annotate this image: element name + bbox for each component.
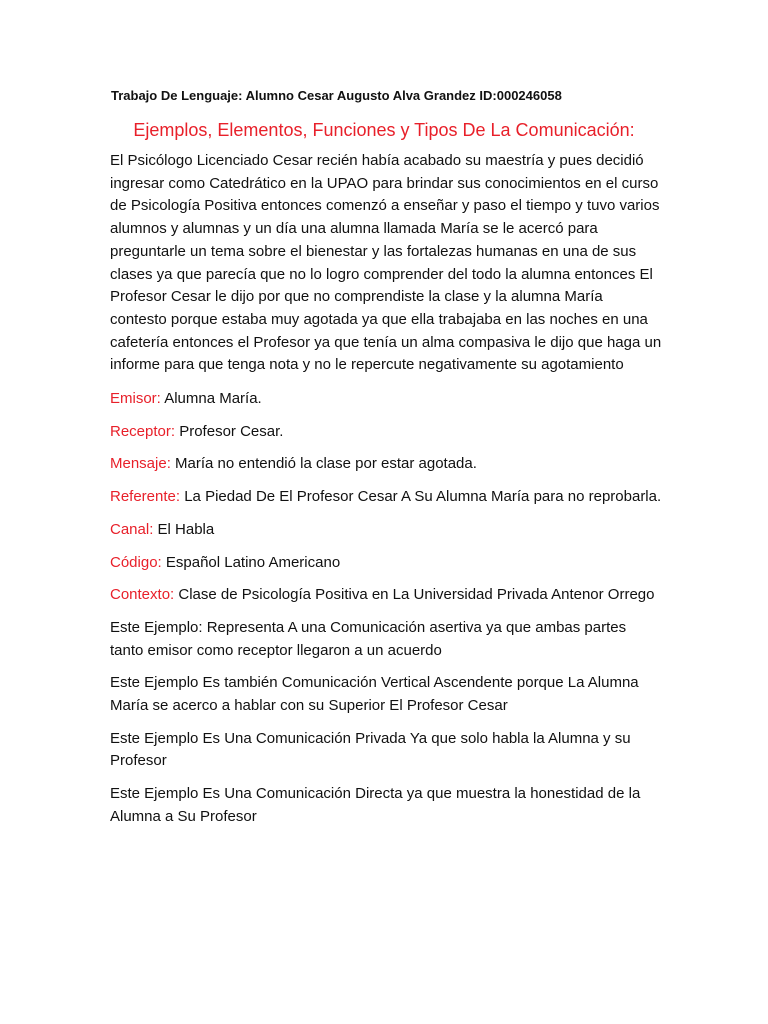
element-label: Código: [110, 553, 162, 571]
element-value: Alumna María. [164, 390, 262, 408]
element-label: Canal: [110, 520, 154, 538]
example-paragraph-directa: Este Ejemplo Es Una Comunicación Directa ya que muestra la honestidad de la Alumna a Su Profesor [110, 785, 641, 825]
element-canal [110, 519, 662, 542]
example-paragraph-vertical: Este Ejemplo Es también Comunicación Vertical Ascendente porque La Alumna María se acerco a hablar con su Superior El Profesor Cesar [110, 674, 639, 715]
element-label: Contexto: [110, 586, 175, 604]
element-value: Profesor Cesar. [179, 422, 284, 440]
element-label: Emisor: [110, 390, 161, 408]
element-value: María no entendió la clase por estar agotada. [175, 455, 477, 473]
intro-paragraph: El Psicólogo Licenciado Cesar recién había acabado su maestría y pues decidió ingresar como Catedrático en la UPAO para brindar sus conocimientos en el curso de Psicología Positiva entonces comenzó a enseñar y paso el tiempo y tuvo varios alumnos y alumnas y un día una alumna llamada María se le acercó para preguntarle un tema sobre el bienestar y las fortalezas humanas en una de sus clases ya que parecía que no lo logro comprender del todo la alumna entonces El Profesor Cesar le dijo por que no comprendiste la clase y la alumna María contesto porque estaba muy agotada ya que ella trabajaba en las noches en una cafetería entonces el Profesor ya que tenía un alma compasiva le dijo que haga un informe para que tenga nota y no le repercute negativamente su agotamiento [110, 152, 662, 374]
element-value: Español Latino Americano [165, 553, 341, 571]
element-value: Clase de Psicología Positiva en La Universidad Privada Antenor Orrego [178, 586, 655, 604]
document-body [110, 150, 662, 839]
element-label: Mensaje: [110, 455, 171, 473]
element-referente [110, 486, 662, 509]
element-label: Receptor: [110, 422, 176, 440]
element-receptor [110, 421, 662, 444]
element-codigo [110, 552, 662, 575]
element-contexto [110, 584, 662, 607]
element-value: El Habla [157, 520, 215, 538]
element-label: Referente: [110, 488, 181, 506]
document-header: Trabajo De Lenguaje: Alumno Cesar Augusto Alva Grandez ID:000246058 [111, 88, 562, 103]
element-emisor [110, 388, 662, 411]
element-value: La Piedad De El Profesor Cesar A Su Alumna María para no reprobarla. [184, 488, 662, 506]
document-title: Ejemplos, Elementos, Funciones y Tipos De La Comunicación: [133, 120, 635, 140]
element-mensaje [110, 453, 662, 476]
example-paragraph-privada: Este Ejemplo Es Una Comunicación Privada Ya que solo habla la Alumna y su Profesor [110, 729, 631, 770]
example-paragraph-asertiva: Este Ejemplo: Representa A una Comunicación asertiva ya que ambas partes tanto emisor como receptor llegaron a un acuerdo [110, 618, 627, 659]
